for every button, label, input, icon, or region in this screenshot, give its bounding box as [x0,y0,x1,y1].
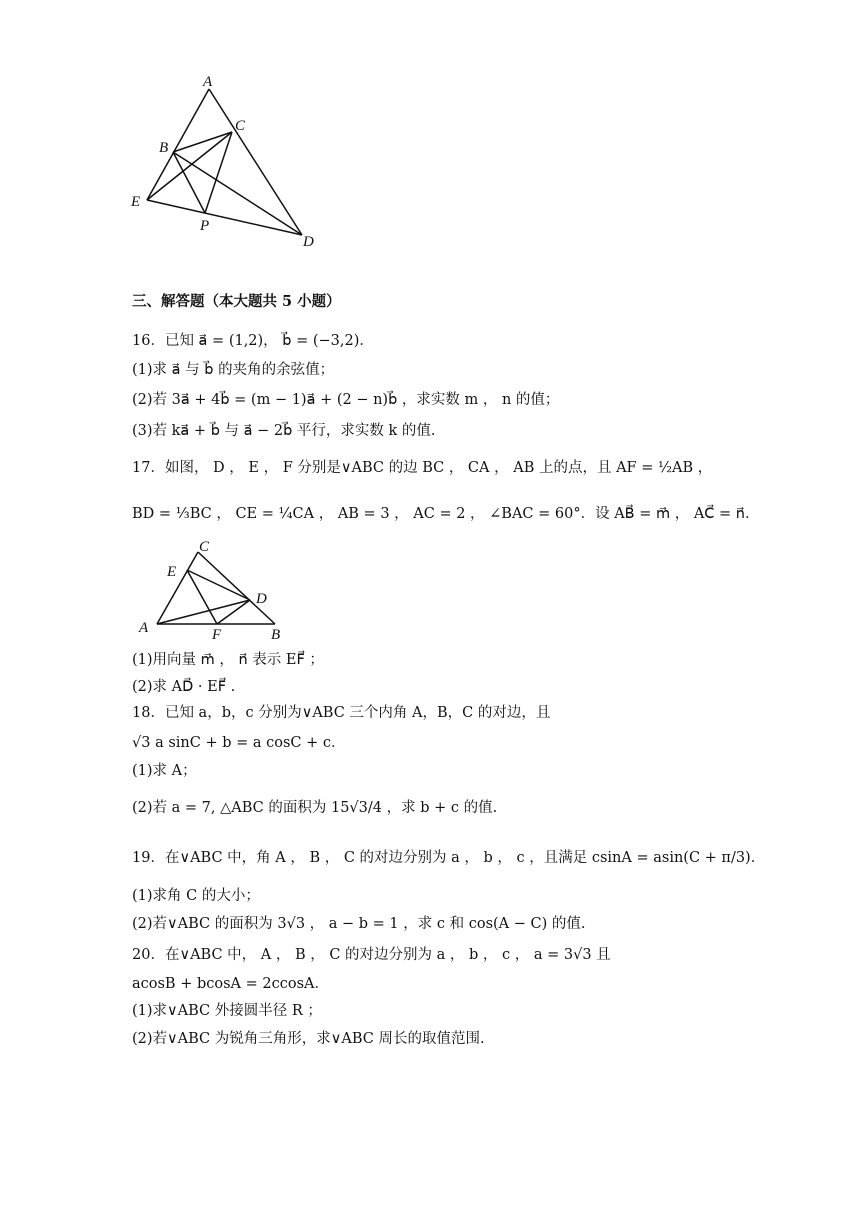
section-heading: 三、解答题（本大题共 5 小题） [132,293,341,310]
q16-part1: (1)求 a⃗ 与 b⃗ 的夹角的余弦值； [132,362,335,378]
segment-ad [157,600,250,624]
q17-part1: (1)用向量 m⃗ ， n⃗ 表示 EF⃗ ； [132,652,324,668]
q19-part1: (1)求角 C 的大小； [132,888,260,904]
label-e: E [131,194,141,210]
segment-ef [187,570,217,624]
segment-ed [187,570,250,600]
label-c: C [199,539,210,555]
q20-part1: (1)求∨ABC 外接圆半径 R ； [132,1003,322,1019]
segment-ae [147,89,209,200]
q20-line1: 20．在∨ABC 中， A ， B ， C 的对边分别为 a ， b ， c ， a = 3√3 且 [132,947,611,963]
label-d: D [256,591,267,607]
label-b: B [159,140,169,156]
q16-part2: (2)若 3a⃗ + 4b⃗ = (m − 1)a⃗ + (2 − n)b⃗ ，求实数 m ， n 的值； [132,392,560,408]
q18-line1: 18．已知 a，b，c 分别为∨ABC 三个内角 A，B，C 的对边，且 [132,705,551,721]
q17-part2: (2)求 AD⃗ · EF⃗ . [132,679,236,695]
q16-stem: 16．已知 a⃗ = (1,2)， b⃗ = (−3,2)． [132,333,374,349]
segment-bc [173,132,232,152]
segment-ad [209,89,302,235]
label-f: F [212,627,222,643]
label-e: E [167,564,177,580]
label-a: A [139,620,149,636]
label-a: A [203,74,213,90]
geometry-figure-triangle-abc [135,538,295,643]
q17-line2: BD = ⅓BC ， CE = ¼CA ， AB = 3 ， AC = 2 ， ∠BAC = 60°．设 AB⃗ = m⃗ ， AC⃗ = n⃗． [132,506,760,522]
q18-part1: (1)求 A； [132,763,197,779]
segment-ac [157,552,198,624]
label-p: P [200,218,210,234]
geometry-figure-abcedp [125,70,325,255]
q18-part2: (2)若 a = 7, △ABC 的面积为 15√3/4 ，求 b + c 的值. [132,800,498,816]
q20-line2: acosB + bcosA = 2ccosA． [132,976,329,992]
segment-cb [198,552,275,624]
label-c: C [235,118,246,134]
label-d: D [303,234,314,250]
segment-bp [173,152,205,213]
q19-line1: 19．在∨ABC 中，角 A ， B ， C 的对边分别为 a ， b ， c ，且满足 csinA = asin(C + π/3)． [132,850,766,866]
q18-line2: √3 a sinC + b = a cosC + c． [132,735,346,751]
q19-part2: (2)若∨ABC 的面积为 3√3 ， a − b = 1 ，求 c 和 cos(A − C) 的值. [132,916,586,932]
q17-line1: 17．如图， D ， E ， F 分别是∨ABC 的边 BC ， CA ， AB 上的点，且 AF = ½AB ， [132,460,713,476]
segment-cp [205,132,232,213]
label-b: B [271,627,281,643]
segment-ed [147,200,302,235]
q20-part2: (2)若∨ABC 为锐角三角形，求∨ABC 周长的取值范围. [132,1031,485,1047]
q16-part3: (3)若 ka⃗ + b⃗ 与 a⃗ − 2b⃗ 平行，求实数 k 的值. [132,423,436,439]
